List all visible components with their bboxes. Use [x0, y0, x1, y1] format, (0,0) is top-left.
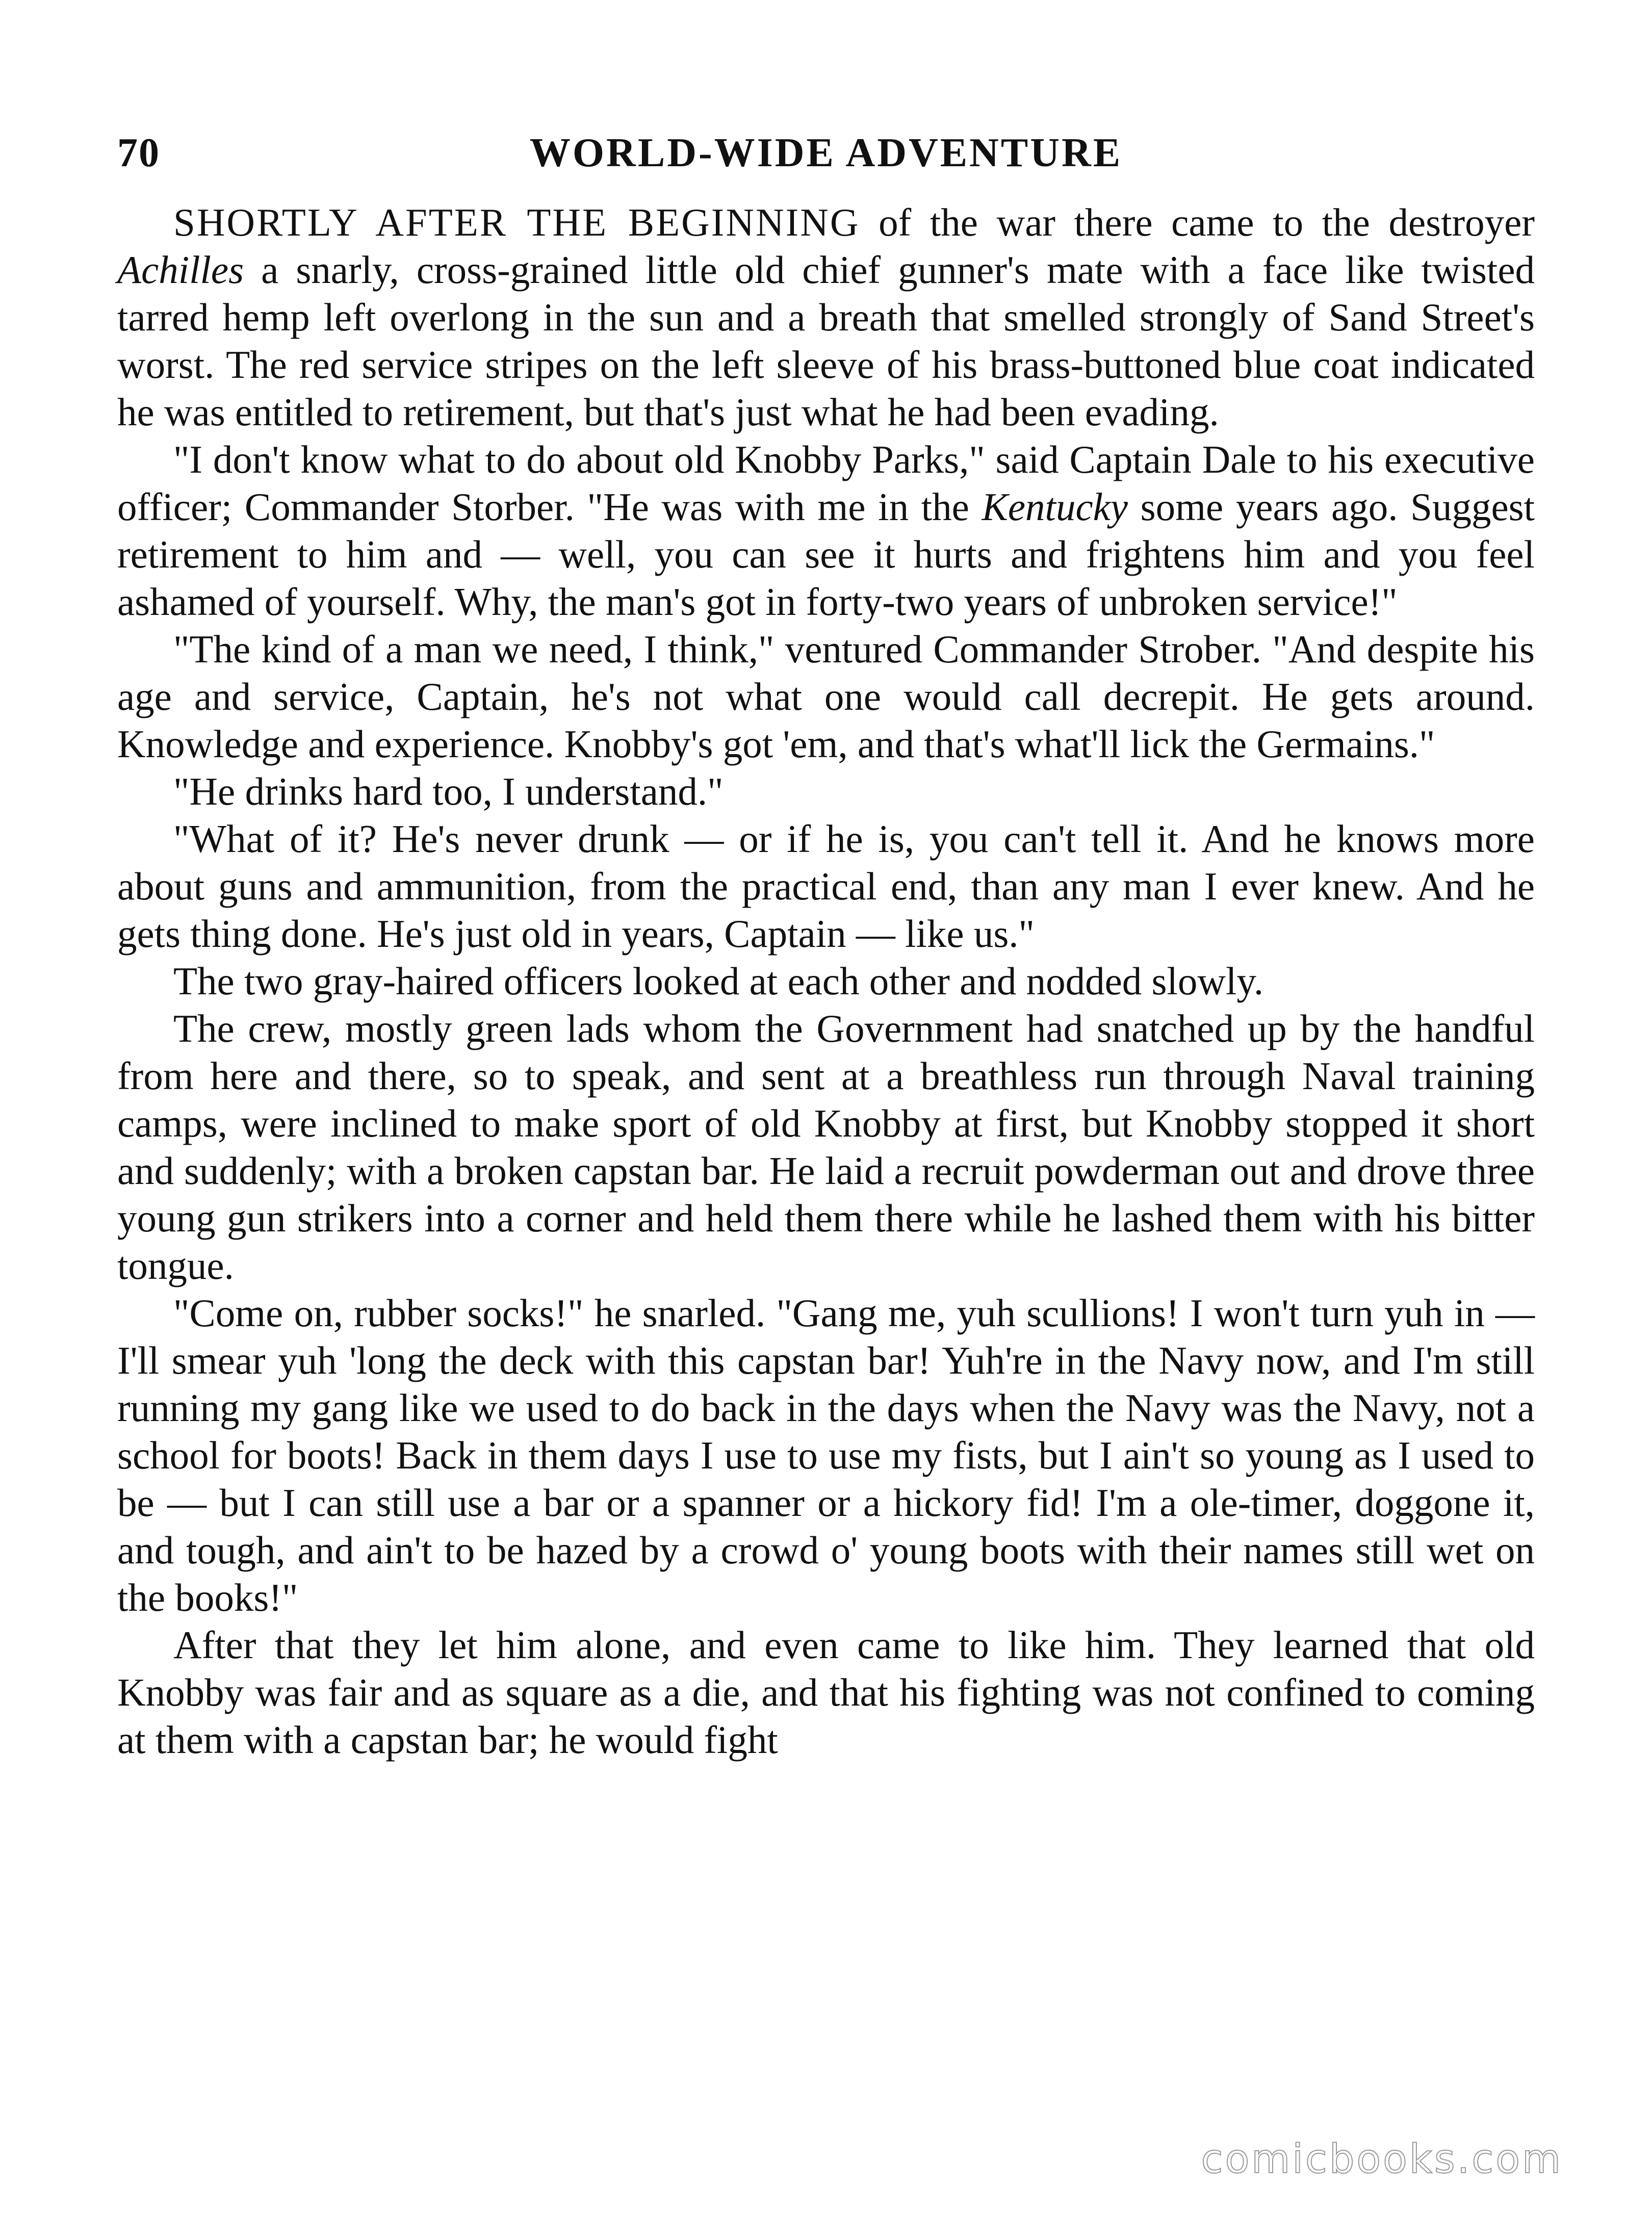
- paragraph-6: The two gray-haired officers looked at each other and nodded slowly.: [173, 959, 1264, 1003]
- paragraph-7: The crew, mostly green lads whom the Government had snatched up by the handful from here and there, so to speak, and sent at a breathless run through Naval training camps, were inclined to make sport of old Knobby at first, but Knobby stopped it short and suddenly; with a broken capstan bar. He laid a recruit powderman out and drove three young gun strikers into a corner and held them there while he lashed them with his bitter tongue.: [117, 1007, 1535, 1287]
- ship-name-italic: Kentucky: [982, 485, 1128, 529]
- body-text: [117, 199, 1535, 1764]
- page-header: [117, 117, 1535, 189]
- paragraph-1: [117, 199, 1535, 436]
- lead-in-caps: SHORTLY AFTER THE BEGINNING: [173, 200, 860, 244]
- running-head: WORLD-WIDE ADVENTURE: [529, 131, 1123, 175]
- paragraph-text: some years ago. Suggest retirement to him and — well, you can see it hurts and frightens him and you feel ashamed of yourself. Why, the man's got in forty-two years of unbroken service!": [117, 485, 1535, 624]
- paragraph-text: of the war there came to the destroyer: [860, 200, 1535, 244]
- paragraph-9: After that they let him alone, and even came to like him. They learned that old Knobby was fair and as square as a die, and that his fighting was not confined to coming at them with a capstan bar; he would fight: [117, 1623, 1535, 1762]
- paragraph-text: a snarly, cross-grained little old chief gunner's mate with a face like twisted tarred hemp left overlong in the sun and a breath that smelled strongly of Sand Street's worst. The red service stripes on the left sleeve of his brass-buttoned blue coat indicated he was entitled to retirement, but that's just what he had been evading.: [117, 248, 1535, 434]
- paragraph-4: "He drinks hard too, I understand.": [173, 769, 724, 813]
- watermark: comicbooks.com: [1201, 2136, 1563, 2182]
- page-number: 70: [117, 131, 160, 175]
- paragraph-8: "Come on, rubber socks!" he snarled. "Gang me, yuh scullions! I won't turn yuh in — I'll smear yuh 'long the deck with this capstan bar! Yuh're in the Navy now, and I'm still running my gang like we used to do back in the days when the Navy was the Navy, not a school for boots! Back in them days I use to use my fists, but I ain't so young as I used to be — but I can still use a bar or a spanner or a hickory fid! I'm a ole-timer, doggone it, and tough, and ain't to be hazed by a crowd o' young boots with their names still wet on the books!": [117, 1291, 1535, 1619]
- paragraph-5: "What of it? He's never drunk — or if he is, you can't tell it. And he knows more about guns and ammunition, from the practical end, than any man I ever knew. And he gets thing done. He's just old in years, Captain — like us.": [117, 817, 1535, 956]
- paragraph-text: "I don't know what to do about old Knobby Parks," said Captain Dale to his executive officer; Commander Storber. "He was with me in the: [117, 437, 1535, 529]
- ship-name-italic: Achilles: [117, 248, 244, 292]
- book-page: [117, 117, 1535, 2157]
- paragraph-3: "The kind of a man we need, I think," ventured Commander Strober. "And despite his age and service, Captain, he's not what one would call decrepit. He gets around. Knowledge and experience. Knobby's got 'em, and that's what'll lick the Germains.": [117, 627, 1535, 766]
- paragraph-2: [117, 436, 1535, 626]
